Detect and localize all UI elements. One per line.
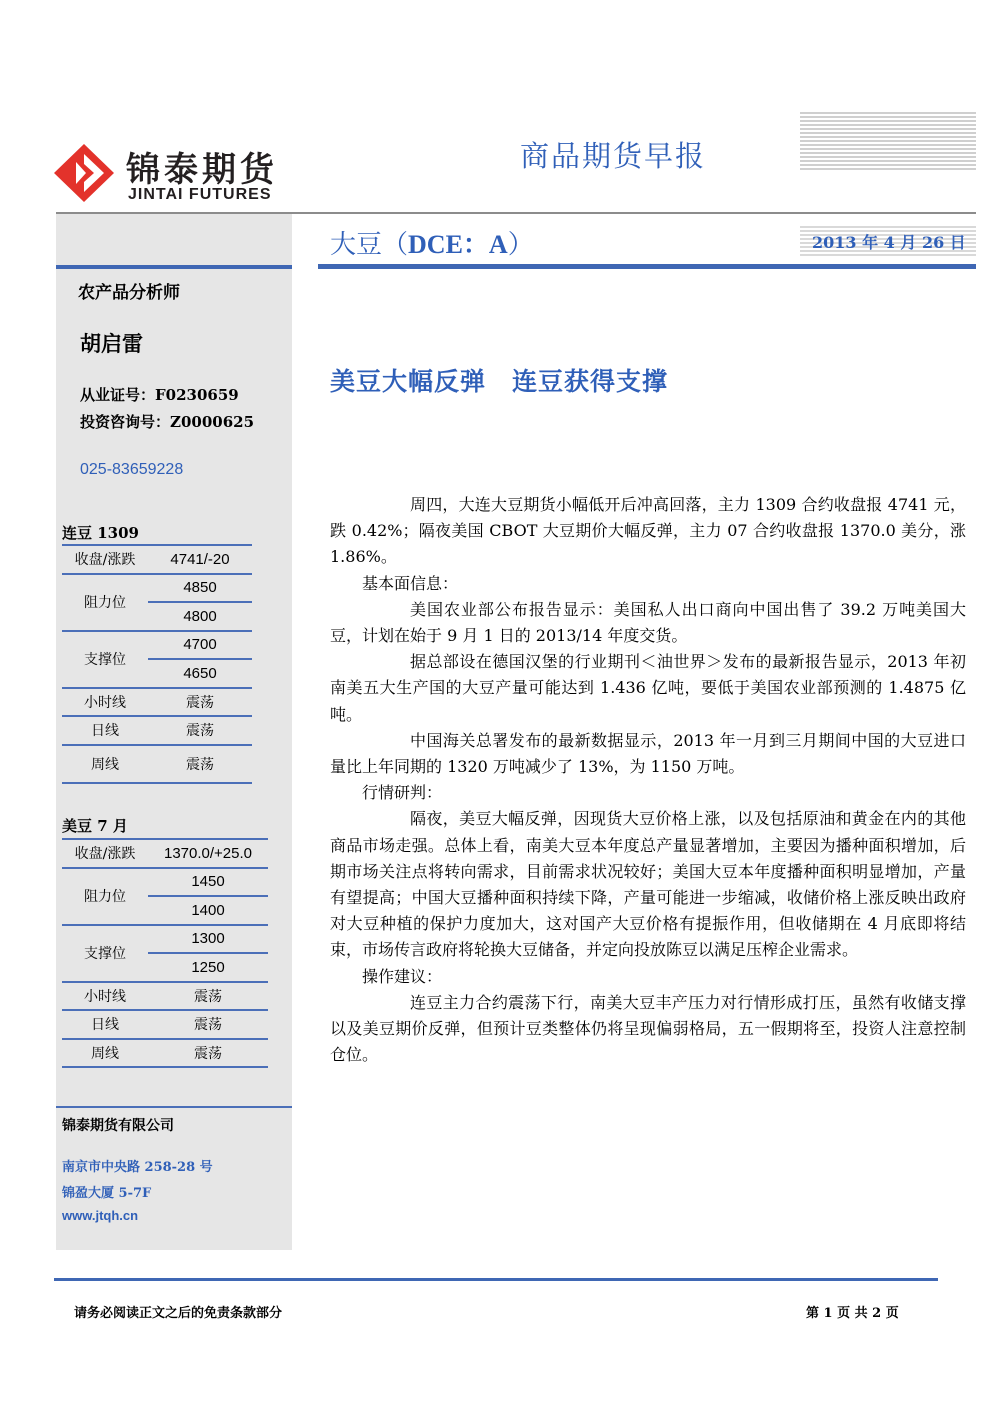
- hourly-value: 震荡: [148, 688, 252, 717]
- daily-label: 日线: [62, 1010, 148, 1039]
- daily-label: 日线: [62, 716, 148, 745]
- resistance-label: 阻力位: [62, 868, 148, 925]
- us-levels-table: [62, 838, 268, 1068]
- weekly-value: 震荡: [148, 1039, 268, 1068]
- close-label: 收盘/涨跌: [62, 545, 148, 574]
- table-row: [62, 574, 252, 603]
- sidebar-divider: [56, 265, 292, 269]
- footer-divider: [54, 1278, 938, 1281]
- topic-suffix: ）: [507, 230, 534, 260]
- hourly-label: 小时线: [62, 982, 148, 1011]
- table-row: [62, 839, 268, 868]
- section-heading-fundamentals: 基本面信息：: [362, 573, 459, 593]
- company-address-line2: 锦盈大厦 5-7F: [62, 1186, 152, 1201]
- resistance-value: 1400: [148, 896, 268, 925]
- analyst-name: 胡启雷: [80, 331, 143, 356]
- support-value: 4650: [148, 659, 252, 688]
- company-website[interactable]: www.jtqh.cn: [62, 1208, 139, 1223]
- table-row: [62, 716, 252, 745]
- company-address-line1: 南京市中央路 258-28 号: [62, 1160, 213, 1175]
- company-logo: [54, 140, 294, 210]
- topic-code: DCE：A: [408, 230, 508, 259]
- support-label: 支撑位: [62, 925, 148, 982]
- paragraph-summary: 周四，大连大豆期货小幅低开后冲高回落，主力 1309 合约收盘报 4741 元，跌 0.42%；隔夜美国 CBOT 大豆期价大幅反弹，主力 07 合约收盘报 1370.0 美分，涨 1.86%。: [330, 495, 966, 567]
- company-divider: [56, 1106, 292, 1108]
- resistance-value: 4800: [148, 602, 252, 631]
- table-row: [62, 631, 252, 660]
- us-section-title: 美豆 7 月: [62, 817, 128, 835]
- support-value: 4700: [148, 631, 252, 660]
- analyst-role: 农产品分析师: [78, 283, 180, 303]
- paragraph-analysis: 隔夜，美豆大幅反弹，因现货大豆价格上涨，以及包括原油和黄金在内的其他商品市场走强。总体上看，南美大豆本年度总产量显著增加，主要因为播种面积增加，后期市场关注点将转向需求，目前需求状况较好；美国大豆本年度播种面积明显增加，产量有望提高；中国大豆播种面积持续下降，产量可能进一步缩减，收储价格上涨反映出政府对大豆种植的保护力度加大，这对国产大豆价格有提振作用，但收储期在 4 月底即将结束，市场传言政府将轮换大豆储备，并定向投放陈豆以满足压榨企业需求。: [330, 809, 966, 960]
- weekly-label: 周线: [62, 745, 148, 783]
- table-row: [62, 1010, 268, 1039]
- table-row: [62, 545, 252, 574]
- footer-disclaimer: 请务必阅读正文之后的免责条款部分: [74, 1306, 283, 1321]
- dalian-section-title: 连豆 1309: [62, 524, 139, 542]
- support-value: 1250: [148, 953, 268, 982]
- daily-value: 震荡: [148, 1010, 268, 1039]
- table-row: [62, 688, 252, 717]
- table-row: [62, 868, 268, 897]
- logo-text-cn: 锦泰期货: [126, 150, 278, 190]
- topic-title: [330, 224, 534, 261]
- report-title: 商品期货早报: [520, 139, 707, 173]
- paragraph-usda: 美国农业部公布报告显示：美国私人出口商向中国出售了 39.2 万吨美国大豆，计划在始于 9 月 1 日的 2013/14 年度交货。: [330, 599, 966, 646]
- close-value: 1370.0/+25.0: [148, 839, 268, 868]
- content-divider: [318, 264, 976, 269]
- analyst-phone: 025-83659228: [80, 461, 184, 478]
- table-row: [62, 745, 252, 783]
- hourly-label: 小时线: [62, 688, 148, 717]
- weekly-label: 周线: [62, 1039, 148, 1068]
- hourly-value: 震荡: [148, 982, 268, 1011]
- table-row: [62, 925, 268, 954]
- section-heading-analysis: 行情研判：: [362, 783, 443, 803]
- section-heading-advice: 操作建议：: [362, 966, 443, 986]
- company-name: 锦泰期货有限公司: [62, 1118, 174, 1134]
- close-label: 收盘/涨跌: [62, 839, 148, 868]
- logo-text-en: JINTAI FUTURES: [128, 186, 272, 203]
- daily-value: 震荡: [148, 716, 252, 745]
- resistance-label: 阻力位: [62, 574, 148, 631]
- paragraph-customs: 中国海关总署发布的最新数据显示，2013 年一月到三月期间中国的大豆进口量比上年同期的 1320 万吨减少了 13%，为 1150 万吨。: [330, 730, 966, 777]
- cert-number: 从业证号：F0230659: [80, 386, 239, 404]
- article-body: [330, 492, 966, 1068]
- close-value: 4741/-20: [148, 545, 252, 574]
- report-date: 2013 年 4 月 26 日: [812, 233, 966, 252]
- paragraph-oil-world: 据总部设在德国汉堡的行业期刊＜油世界＞发布的最新报告显示，2013 年初南美五大生产国的大豆产量可能达到 1.436 亿吨，要低于美国农业部预测的 1.4875 亿吨。: [330, 652, 966, 724]
- analyst-credentials: [80, 382, 254, 436]
- support-value: 1300: [148, 925, 268, 954]
- consult-number: 投资咨询号：Z0000625: [80, 413, 255, 431]
- paragraph-advice: 连豆主力合约震荡下行，南美大豆丰产压力对行情形成打压，虽然有收储支撑以及美豆期价反弹，但预计豆类整体仍将呈现偏弱格局，五一假期将至，投资人注意控制仓位。: [330, 992, 966, 1065]
- weekly-value: 震荡: [148, 745, 252, 783]
- dalian-levels-table: [62, 544, 252, 784]
- footer-page-number: 第 1 页 共 2 页: [806, 1306, 899, 1321]
- support-label: 支撑位: [62, 631, 148, 688]
- header-hatch-decoration: [800, 112, 976, 170]
- logo-mark-icon: [54, 144, 114, 202]
- table-row: [62, 1039, 268, 1068]
- topic-prefix: 大豆（: [330, 230, 409, 260]
- table-row: [62, 982, 268, 1011]
- article-headline: 美豆大幅反弹 连豆获得支撑: [330, 367, 669, 396]
- resistance-value: 4850: [148, 574, 252, 603]
- resistance-value: 1450: [148, 868, 268, 897]
